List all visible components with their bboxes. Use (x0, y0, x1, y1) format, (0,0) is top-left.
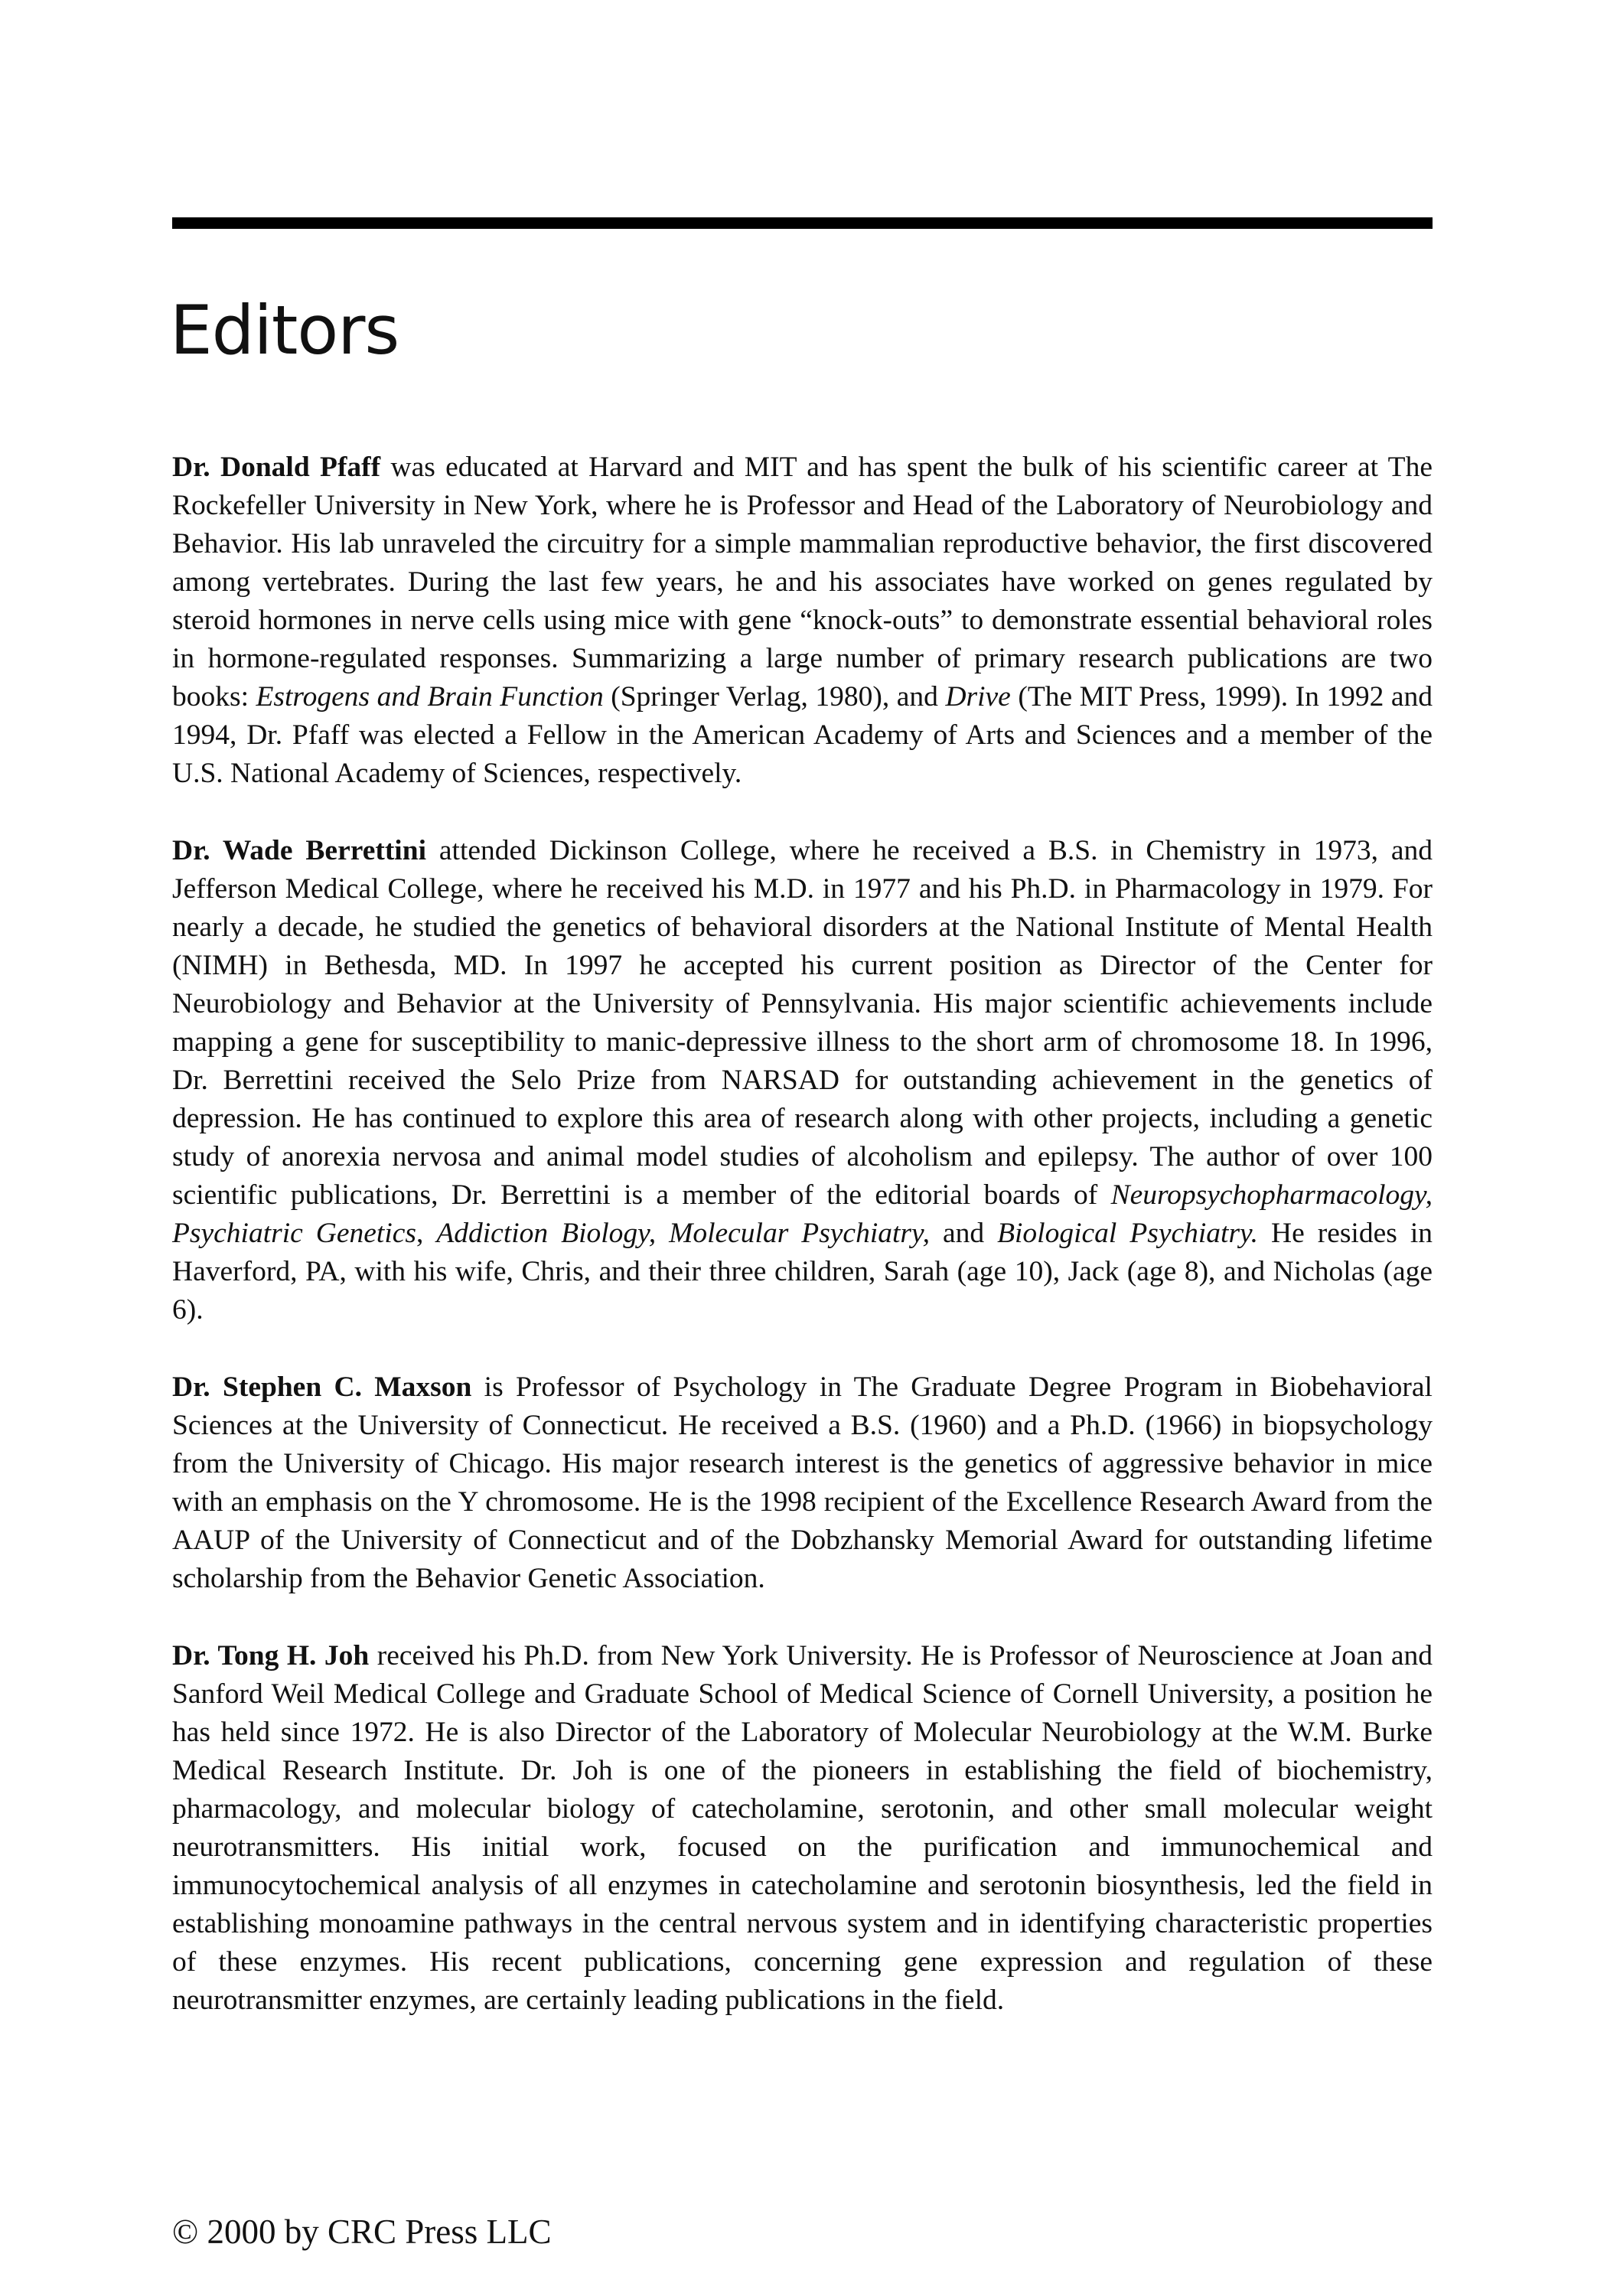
bio-paragraph-maxson (172, 1368, 1433, 1598)
editor-name: Dr. Tong H. Joh (172, 1640, 370, 1671)
bio-text: and (929, 1218, 998, 1249)
italic-title: Drive (945, 681, 1011, 713)
italic-title: Biological Psychiatry. (997, 1218, 1258, 1249)
copyright-footer: © 2000 by CRC Press LLC (172, 2213, 552, 2251)
bio-text: (The MIT Press, 1999). In 1992 and 1994, Dr. Pfaff was elected a Fellow in the American Academy of Arts and Sciences and a member of the U.S. National Academy of Sciences, respectively. (172, 681, 1433, 789)
bio-text: (Springer Verlag, 1980), and (603, 681, 946, 713)
bio-text: attended Dickinson College, where he received a B.S. in Chemistry in 1973, and Jefferson Medical College, where he received his M.D. in 1977 and his Ph.D. in Pharmacology in 1979. For nearly a decade, he studied the genetics of behavioral disorders at the National Institute of Mental Health (NIMH) in Bethesda, MD. In 1997 he accepted his current position as Director of the Center for Neurobiology and Behavior at the University of Pennsylvania. His major scientific achievements include mapping a gene for susceptibility to manic-depressive illness to the short arm of chromosome 18. In 1996, Dr. Berrettini received the Selo Prize from NARSAD for outstanding achievement in the genetics of depression. He has continued to explore this area of research along with other projects, including a genetic study of anorexia nervosa and animal model studies of alcoholism and epilepsy. The author of over 100 scientific publications, Dr. Berrettini is a member of the editorial boards of (172, 835, 1433, 1211)
editors-body (172, 448, 1433, 2059)
editor-name: Dr. Wade Berrettini (172, 835, 427, 866)
italic-title: Estrogens and Brain Function (256, 681, 604, 713)
bio-paragraph-joh (172, 1637, 1433, 2020)
bio-text: was educated at Harvard and MIT and has spent the bulk of his scientific career at The Rockefeller University in New York, where he is Professor and Head of the Laboratory of Neurobiology and Behavior. His lab unraveled the circuitry for a simple mammalian reproductive behavior, the first discovered among vertebrates. During the last few years, he and his associates have worked on genes regulated by steroid hormones in nerve cells using mice with gene “knock-outs” to demonstrate essential behavioral roles in hormone-regulated responses. Summarizing a large number of primary research publications are two books: (172, 452, 1433, 713)
bio-text: He resides in Haverford, PA, with his wife, Chris, and their three children, Sarah (age 10), Jack (age 8), and Nicholas (age 6). (172, 1218, 1433, 1326)
bio-text: is Professor of Psychology in The Graduate Degree Program in Biobehavioral Sciences at the University of Connecticut. He received a B.S. (1960) and a Ph.D. (1966) in biopsychology from the University of Chicago. His major research interest is the genetics of aggressive behavior in mice with an emphasis on the Y chromosome. He is the 1998 recipient of the Excellence Research Award from the AAUP of the University of Connecticut and of the Dobzhansky Memorial Award for outstanding lifetime scholarship from the Behavior Genetic Association. (172, 1371, 1433, 1594)
bio-paragraph-berrettini (172, 832, 1433, 1329)
bio-text: , (416, 1218, 437, 1249)
bio-paragraph-pfaff (172, 448, 1433, 793)
bio-text: received his Ph.D. from New York University. He is Professor of Neuroscience at Joan and Sanford Weil Medical College and Graduate School of Medical Science of Cornell University, a position he has held since 1972. He is also Director of the Laboratory of Molecular Neurobiology at the W.M. Burke Medical Research Institute. Dr. Joh is one of the pioneers in establishing the field of biochemistry, pharmacology, and molecular biology of catecholamine, serotonin, and other small molecular weight neurotransmitters. His initial work, focused on the purification and immunochemical and immunocytochemical analysis of all enzymes in catecholamine and serotonin biosynthesis, led the field in establishing monoamine pathways in the central nervous system and in identifying characteristic properties of these enzymes. His recent publications, concerning gene expression and regulation of these neurotransmitter enzymes, are certainly leading publications in the field. (172, 1640, 1433, 2016)
header-rule (172, 217, 1433, 229)
editor-name: Dr. Donald Pfaff (172, 452, 381, 483)
editor-name: Dr. Stephen C. Maxson (172, 1371, 472, 1403)
italic-title: Addiction Biology, Molecular Psychiatry, (436, 1218, 930, 1249)
italic-title: Neuropsychopharmacology, Psychiatric Genetics (172, 1179, 1433, 1249)
page-title: Editors (170, 291, 399, 370)
